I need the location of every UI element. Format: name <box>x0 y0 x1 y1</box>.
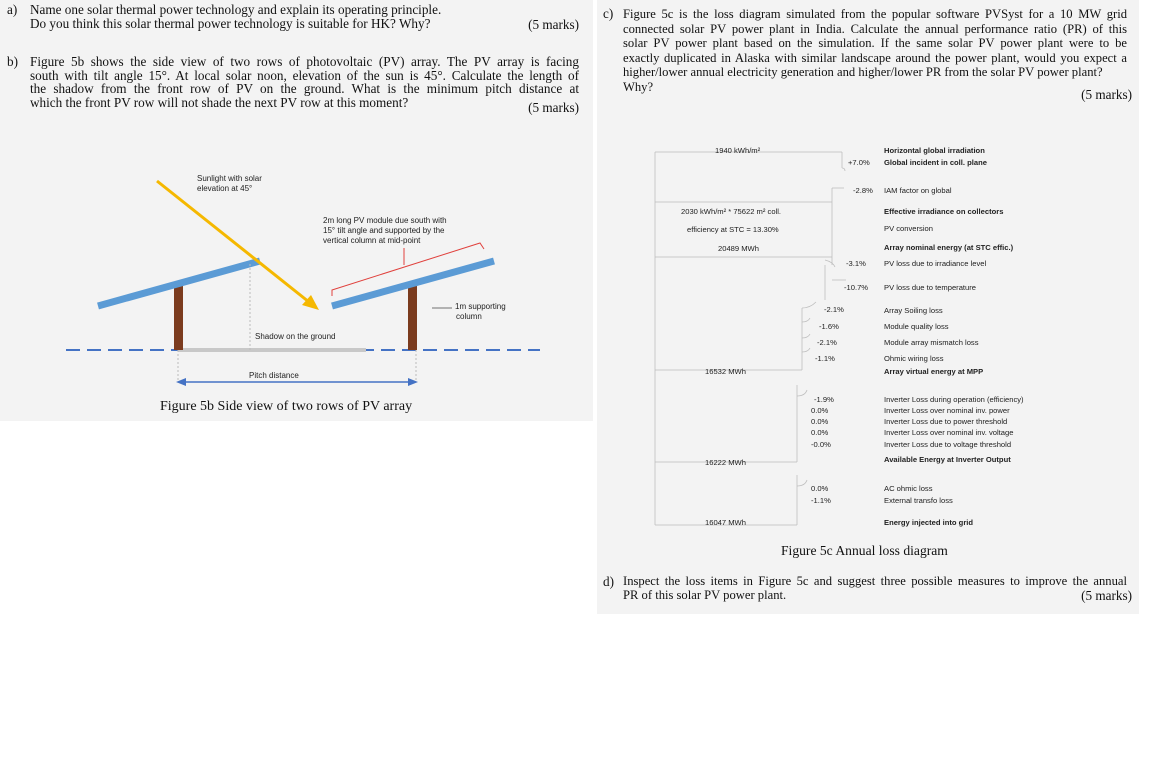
shadow-label: Shadow on the ground <box>255 332 336 341</box>
collector-area-value: 2030 kWh/m² * 75622 m² coll. <box>681 207 782 216</box>
loss-label-incident: Global incident in coll. plane <box>884 158 987 167</box>
loss-pct-inverter-voltage: 0.0% <box>811 428 829 437</box>
pitch-label: Pitch distance <box>249 371 299 380</box>
loss-pct-ohmic: -1.1% <box>815 354 835 363</box>
question-c-label: c) <box>603 6 614 21</box>
loss-label-transfo: External transfo loss <box>884 496 953 505</box>
loss-pct-inverter-efficiency: -1.9% <box>814 395 834 404</box>
loss-pct-voltage-threshold: -0.0% <box>811 440 831 449</box>
figure-5c-caption: Figure 5c Annual loss diagram <box>781 543 948 558</box>
question-b-line2: south with tilt angle 15°. At local solar noon, elevation of the sun is 45°. Calculate the length of <box>30 67 579 83</box>
loss-label-inverter-efficiency: Inverter Loss during operation (efficiency) <box>884 395 1024 404</box>
loss-label-inverter-power: Inverter Loss over nominal inv. power <box>884 406 1010 415</box>
nominal-energy-value: 20489 MWh <box>718 244 759 253</box>
question-c-line2: connected solar PV power plant in India. Calculate the annual performance ratio (PR) of this <box>623 21 1127 36</box>
question-b-line1: Figure 5b shows the side view of two rows of photovoltaic (PV) array. The PV array is facing <box>30 54 579 69</box>
question-b-line3: the shadow from the front row of PV on the ground. What is the minimum pitch distance at <box>30 81 579 97</box>
loss-label-horizontal-irradiation: Horizontal global irradiation <box>884 146 985 155</box>
question-c-line6: Why? <box>623 79 654 94</box>
question-b <box>7 55 579 115</box>
loss-pct-soiling: -2.1% <box>824 305 844 314</box>
question-c-marks: (5 marks) <box>1081 87 1132 102</box>
loss-label-mismatch: Module array mismatch loss <box>884 338 979 347</box>
question-a-line2: Do you think this solar thermal power technology is suitable for HK? Why? <box>30 15 431 31</box>
inverter-output-value: 16222 MWh <box>705 458 746 467</box>
loss-pct-power-threshold: 0.0% <box>811 417 829 426</box>
loss-pct-ac-ohmic: 0.0% <box>811 484 829 493</box>
loss-label-power-threshold: Inverter Loss due to power threshold <box>884 417 1008 426</box>
question-a-marks: (5 marks) <box>528 17 579 32</box>
question-a-label: a) <box>7 2 18 17</box>
column-label: 1m supporting column <box>455 302 506 321</box>
loss-label-temperature: PV loss due to temperature <box>884 283 977 292</box>
grid-energy-value: 16047 MWh <box>705 518 746 527</box>
question-c <box>603 6 1132 103</box>
module-label: 2m long PV module due south with 15° tilt angle and supported by the vertical column at mid-point <box>323 216 447 245</box>
question-c-line3: solar PV power plant based on the simulation. If the same solar PV power plant were to be <box>623 36 1127 51</box>
stc-efficiency-value: efficiency at STC = 13.30% <box>687 225 779 234</box>
loss-pct-temperature: -10.7% <box>844 283 869 292</box>
left-panel <box>0 0 593 421</box>
loss-label-module-quality: Module quality loss <box>884 322 949 331</box>
question-d-line2: PR of this solar PV power plant. <box>623 587 787 602</box>
loss-label-inverter-voltage: Inverter Loss over nominal inv. voltage <box>884 428 1014 437</box>
loss-diagram-lines <box>597 140 1139 540</box>
loss-label-effective-irradiance: Effective irradiance on collectors <box>884 207 1004 216</box>
loss-pct-mismatch: -2.1% <box>817 338 837 347</box>
question-b-marks: (5 marks) <box>528 100 579 115</box>
question-d-marks: (5 marks) <box>1081 588 1132 603</box>
loss-pct-incident: +7.0% <box>848 158 870 167</box>
loss-label-ohmic: Ohmic wiring loss <box>884 354 944 363</box>
question-d <box>603 574 1132 605</box>
loss-label-ac-ohmic: AC ohmic loss <box>884 484 933 493</box>
loss-label-virtual-energy: Array virtual energy at MPP <box>884 367 984 376</box>
question-c-line4: exactly duplicated in Alaska with similar landscape around the power plant, would you expect a <box>623 50 1127 65</box>
figure-5b-diagram <box>0 160 593 400</box>
virtual-energy-value: 16532 MWh <box>705 367 746 376</box>
loss-label-iam: IAM factor on global <box>884 186 952 195</box>
question-a-line1: Name one solar thermal power technology and explain its operating principle. <box>30 2 442 17</box>
loss-label-grid-energy: Energy injected into grid <box>884 518 974 527</box>
question-b-label: b) <box>7 54 18 69</box>
question-c-line1: Figure 5c is the loss diagram simulated from the popular software PVSyst for a 10 MW grid <box>623 7 1127 21</box>
loss-pct-module-quality: -1.6% <box>819 322 839 331</box>
loss-label-soiling: Array Soiling loss <box>884 306 943 315</box>
figure-5b-caption: Figure 5b Side view of two rows of PV array <box>160 399 413 414</box>
question-b-line4: which the front PV row will not shade the next PV row at this moment? <box>30 94 409 110</box>
loss-label-pv-conversion: PV conversion <box>884 224 933 233</box>
loss-pct-inverter-power: 0.0% <box>811 406 829 415</box>
loss-pct-iam: -2.8% <box>853 186 873 195</box>
sunlight-label: Sunlight with solar elevation at 45° <box>197 174 262 193</box>
loss-label-nominal-energy: Array nominal energy (at STC effic.) <box>884 243 1014 252</box>
question-c-line5: higher/lower annual electricity generation and higher/lower PR from the solar PV power plant? <box>623 65 1103 80</box>
question-a <box>7 3 579 33</box>
loss-label-voltage-threshold: Inverter Loss due to voltage threshold <box>884 440 1012 449</box>
rear-column <box>408 283 417 350</box>
irradiation-value: 1940 kWh/m² <box>715 146 761 155</box>
loss-label-irradiance-level: PV loss due to irradiance level <box>884 259 987 268</box>
front-column <box>174 283 183 350</box>
question-d-line1: Inspect the loss items in Figure 5c and suggest three possible measures to improve the annual <box>623 574 1127 588</box>
right-panel <box>597 0 1139 614</box>
question-d-label: d) <box>603 574 614 589</box>
loss-pct-transfo: -1.1% <box>811 496 831 505</box>
loss-pct-irradiance-level: -3.1% <box>846 259 866 268</box>
loss-label-inverter-output: Available Energy at Inverter Output <box>884 455 1011 464</box>
